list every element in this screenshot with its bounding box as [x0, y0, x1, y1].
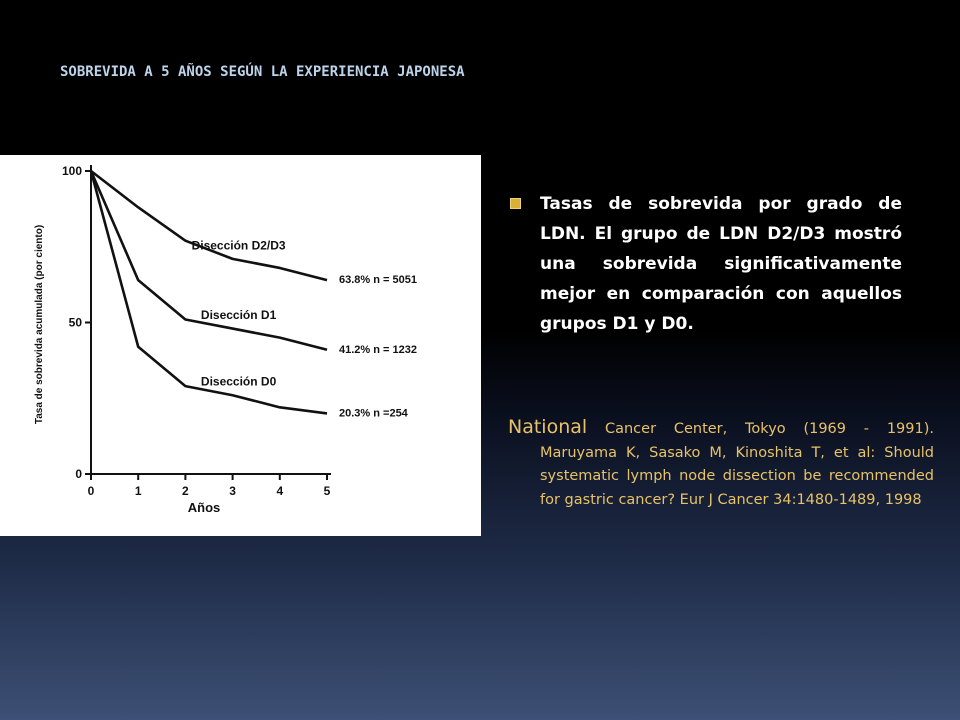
y-tick-label: 50 [68, 315, 82, 330]
series-end-label: 41.2% n = 1232 [339, 343, 417, 356]
reference-body: Cancer Center, Tokyo (1969 - 1991). Maruyama K, Sasako M, Kinoshita T, et al: Should systematic lymph node dissection be recommended for gastric cancer? Eur J Cancer 34:1480-1489, 1998 [540, 421, 934, 508]
y-tick-label: 0 [75, 467, 82, 481]
x-tick-label: 2 [182, 484, 189, 498]
series-name-label: Disección D2/D3 [191, 238, 286, 253]
series-line [91, 171, 327, 280]
series-name-label: Disección D0 [200, 374, 277, 389]
reference-lead: National [508, 416, 588, 438]
x-tick-label: 3 [229, 484, 236, 498]
y-axis-label: Tasa de sobrevida acumulada (por ciento) [34, 224, 45, 425]
x-tick-label: 0 [87, 484, 95, 498]
x-tick-label: 4 [276, 484, 284, 498]
survival-chart [0, 155, 481, 536]
bullet-square-icon [510, 198, 521, 209]
y-tick-label: 100 [61, 164, 82, 178]
series-name-label: Disección D1 [200, 308, 277, 323]
x-tick-label: 1 [134, 484, 142, 498]
reference-citation [508, 416, 934, 512]
x-tick-label: 5 [323, 484, 331, 498]
series-end-label: 63.8% n = 5051 [339, 274, 417, 287]
bullet-text: Tasas de sobrevida por grado de LDN. El grupo de LDN D2/D3 mostró una sobrevida significativamente mejor en comparación con aquellos grupos D1 y D0. [540, 194, 902, 334]
series-end-label: 20.3% n =254 [339, 407, 408, 420]
survival-chart-svg [0, 155, 481, 536]
chart-series-labels [192, 238, 417, 419]
x-axis-label: Años [187, 500, 221, 515]
bullet-point [510, 189, 902, 339]
slide-title: SOBREVIDA A 5 AÑOS SEGÚN LA EXPERIENCIA JAPONESA [60, 64, 465, 80]
